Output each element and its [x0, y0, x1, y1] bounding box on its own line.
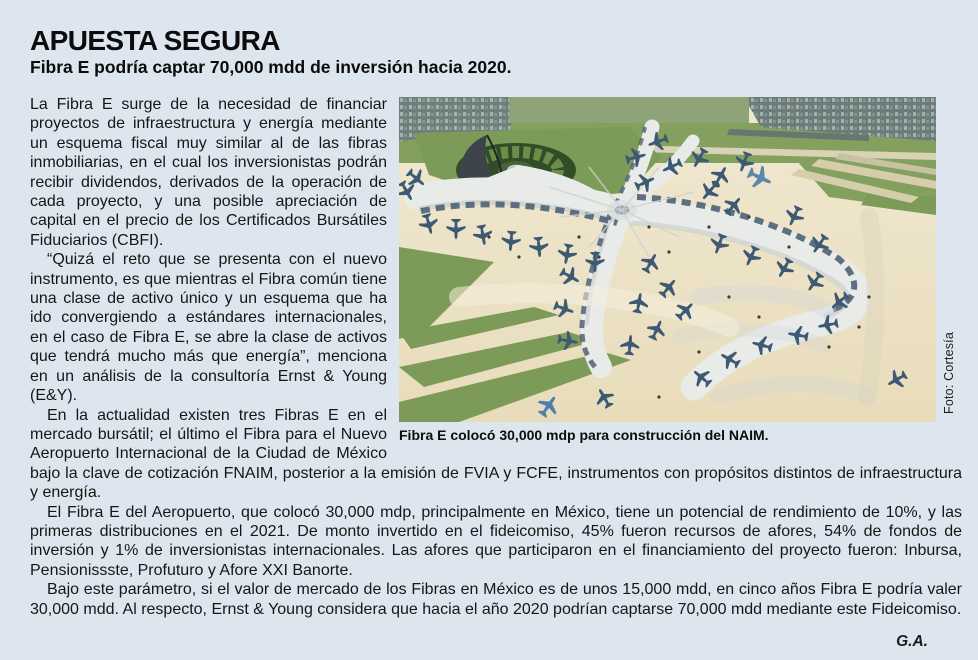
article-paragraph: Bajo este parámetro, si el valor de mercado de los Fibras en México es de unos 15,000 mdd, en cinco años Fibra E podría valer 30,000 mdd. Al respecto, Ernst & Young considera que hacia el año 2020 podrían captarse 70,000 mdd mediante este Fideicomiso. — [30, 581, 962, 618]
photo-caption: Fibra E colocó 30,000 mdp para construcción del NAIM. — [399, 427, 769, 443]
photo-figure — [399, 97, 962, 444]
photo-credit: Foto: Cortesía — [941, 332, 956, 414]
naim-aerial-photo — [399, 97, 936, 422]
article-paragraph: En la actualidad existen tres Fibras E en el mercado bursátil; el último el Fibra para el Nuevo Aeropuerto Internacional de la Ciudad de México bajo la clave de cotización FNAIM, posterior a la emisión de FVIA y FCFE, instrumentos con propósitos distintos de infraestructura y energía. — [30, 406, 962, 502]
page-title: APUESTA SEGURA — [30, 25, 280, 56]
article-paragraph: La Fibra E surge de la necesidad de financiar proyectos de infraestructura y energía mediante un esquema fiscal muy similar al de las fibras inmobiliarias, en el cual los inversionistas podrán recibir dividendos, derivados de la operación de cada proyecto, y una posible apreciación de capital en el precio de los Certificados Bursátiles Fiduciarios (CBFI). — [30, 96, 387, 249]
page-subtitle: Fibra E podría captar 70,000 mdd de inversión hacia 2020. — [30, 57, 512, 77]
article-body — [30, 95, 962, 619]
airport-render-illustration — [399, 97, 936, 422]
article-paragraph: El Fibra E del Aeropuerto, que colocó 30,000 mdp, principalmente en México, tiene un potencial de rendimiento de 10%, y las primeras distribuciones en el 2021. De monto invertido en el fideicomiso, 45% fueron recursos de afores, 54% de fondos de inversión y 1% de inversionistas internacionales. Las afores que participaron en el financiamiento del proyecto fueron: Inbursa, Pensionissste, Profuturo y Afore XXI Banorte. — [30, 503, 962, 579]
author-initials: G.A. — [896, 632, 928, 650]
article-paragraph: “Quizá el reto que se presenta con el nuevo instrumento, es que mientras el Fibra común tiene una clase de activo único y un esquema que ha ido convergiendo a estándares internacionales, en el caso de Fibra E, se abre la clase de activos que tendrá mucho más que energía”, menciona en un análisis de la consultoría Ernst & Young (E&Y). — [30, 251, 387, 405]
